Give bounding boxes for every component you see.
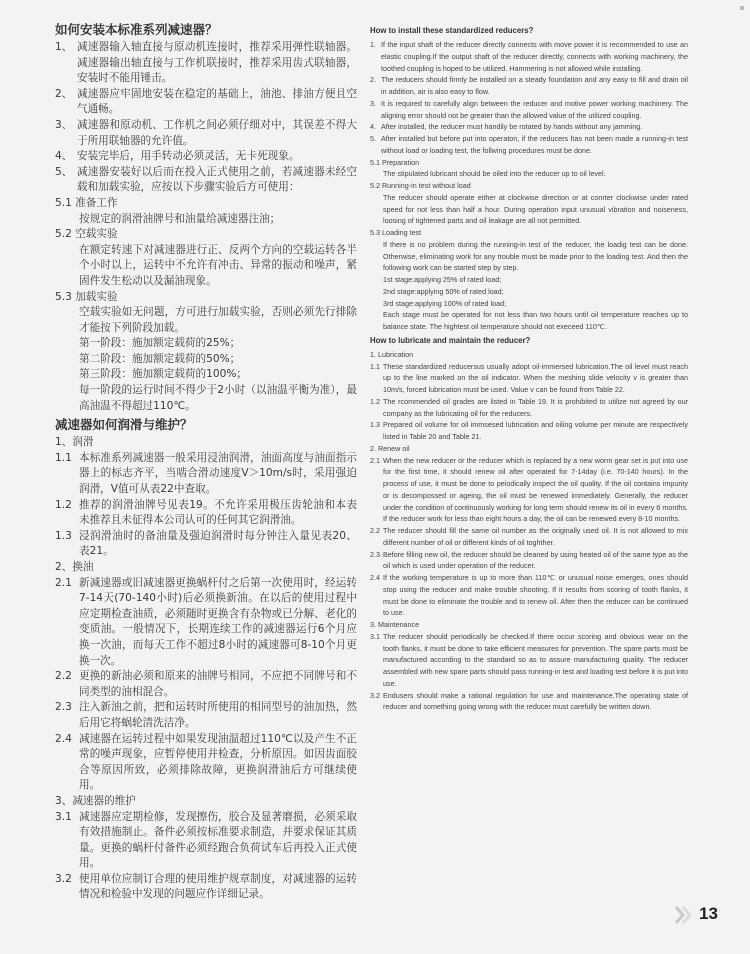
paragraph: The stipulated lubricant should be oiled into the reducer up to oil level. [383, 169, 606, 179]
list-item: 2.3 Before filling new oil, the reducer should be cleaned by using heated oil of the same type as the oil which is used under operation of the reducer. [370, 549, 688, 571]
list-item: 5. After installed but before put into operaton, if the reducers has not been made a running-in test without load or loading test, the follwing procedures must be done. [370, 134, 688, 155]
section-heading: 2. Renew oil [370, 443, 410, 453]
list-item: 2.1 When the new reducer or the reducer which is replaced by a new worm gear set is put into use for the first time, it should renew oil after operated for 7-14day (i.e. 70-140 hours). In the process of use, it must be done to peiodically inspect the oil quality. If the oil contains impurity or is decompossed or ageing, the oil must be renewed immediately. Generally, the reducer under the condition of continuously working for long term should renew its oil in every 6 months. If the reducer work for less than eight hours a day, the oil can be renewed every 8-10 months. [370, 455, 688, 524]
paragraph: 空载实验如无问题，方可进行加载实验，否则必须先行排除才能按下列阶段加载。 [79, 306, 357, 334]
list-item: 1. If the input shaft of the reducer directly connects with move power it is recommended to use an elastic coupling.If the output shaft of the reducer directly, connects with working machinery, the toothed coupling is hoped to be utilized. Hammering is not allowed while installing. [370, 40, 688, 73]
chinese-column [55, 18, 357, 903]
list-item: 2.1 新减速器或旧减速器更换蜗杆付之后第一次使用时，经运转7-14天(70-140小时)后必须换新油。在以后的使用过程中应定期检查油质，必须随时更换含有杂物或已分解、老化的变质油。一般情况下，长期连续工作的减速器运行6个月应换一次油，而每天工作不超过8小时的减速器可8-10个月更换一次。 [55, 576, 357, 667]
list-item: 1.3 浸润滑油时的备油量及强迫润滑时每分钟注入量见表20、表21。 [55, 529, 357, 558]
stage-line: 第三阶段：施加额定载荷的100%； [79, 368, 248, 381]
list-item: 3.2 使用单位应制订合理的使用维护规章制度，对减速器的运转情况和检验中发现的问题应作详细记录。 [55, 872, 357, 901]
paragraph: 按规定的润滑油牌号和油量给减速器注油； [79, 212, 281, 225]
section-heading: 1. Lubrication [370, 349, 414, 359]
stage-line: 第二阶段：施加额定载荷的50%； [79, 352, 241, 365]
paragraph: 每一阶段的运行时间不得少于2小时（以油温平衡为准），最高油温不得超过110℃。 [79, 384, 357, 412]
section-heading: 3、减速器的维护 [55, 794, 136, 807]
section-heading: 5.1 准备工作 [55, 196, 118, 209]
list-item: 2. The reducers should firmly be installed on a steady foundation and any easy to fill and drain oil in addition, air is also easy to flow. [370, 75, 688, 96]
page-number: 13 [699, 904, 718, 923]
stage-line: 3rd stage:applying 100% of rated load; [383, 298, 507, 308]
list-item: 4、 安装完毕后，用手转动必须灵活，无卡死现象。 [55, 150, 300, 163]
section-heading: 5.2 空载实验 [55, 228, 118, 241]
list-item: 3. It is required to carefully align between the reducer and motive power working machinery. The aligning error should not be greater than the allowed value of the utilized coupling. [370, 98, 688, 120]
section-heading: 5.2 Running-in test without load [370, 181, 471, 190]
list-item: 1.2 推荐的润滑油牌号见表19。不允许采用极压齿轮油和本表未推荐且未征得本公司认可的任何其它润滑油。 [55, 498, 357, 527]
list-item: 5、 减速器安装好以后而在投入正式使用之前，若减速器未经空载和加载实验，应按以下步骤实验后方可使用： [55, 165, 357, 194]
stage-line: 1st stage:applying 25% of rated load; [383, 275, 502, 284]
list-item: 1、 减速器输入轴直接与原动机连接时，推荐采用弹性联轴器。减速器输出轴直接与工作机联接时，推荐采用齿式联轴器，安装时不能用锤击。 [55, 41, 357, 85]
chevron-right-icon [674, 905, 692, 925]
section-heading: 5.1 Preparation [370, 157, 420, 167]
list-item: 1.3 Prepared oil volume for oil immsesed lubrication and oiling volume per minute are respectively listed in Table 20 and Table 21. [370, 420, 688, 441]
install-title-en: How to install these standardized reducers? [370, 26, 534, 35]
list-item: 2、 减速器应牢固地安装在稳定的基础上，油池、排油方便且空气通畅。 [55, 87, 357, 116]
corner-mark [740, 6, 744, 10]
list-item: 1.1 These standardized reducersus usually adopt oil-immersed lubrication.The oil level must reach up to the line marked on the oil indicator. When the meshing slide velocity v is greater than 10m/s, forced lubrication must be used. Value v can be found from Table 22. [370, 361, 688, 394]
section-heading: 3. Maintenance [370, 620, 420, 629]
paragraph: 在额定转速下对减速器进行正、反两个方向的空载运转各半个小时以上，运转中不允许有冲击、异常的振动和噪声，紧固件发生松动以及漏油现象。 [79, 243, 357, 287]
install-title-cn: 如何安装本标准系列减速器？ [55, 22, 218, 37]
list-item: 3.2 Endusers should make a rational regulation for use and maintenance.The operating state of reducer and something going wrong with the reducer must carefully be written down. [370, 690, 688, 712]
list-item: 1.1 本标准系列减速器一般采用浸油润滑，油面高度与油面指示器上的标志齐平，当啮合滑动速度V＞10m/s时，采用强迫润滑，V值可从表22中查取。 [55, 451, 357, 496]
paragraph: If there is no problem during the running-in test of the reducer, the loadig test can be done. Otherwise, eliminating work for any trouble must be made prior to the loading test. And then the following work can be started step by step. [383, 239, 688, 273]
lubricate-title-en: How to lubricate and maintain the reducer? [370, 335, 531, 345]
list-item: 2.2 更换的新油必须和原来的油牌号相同，不应把不同牌号和不同类型的油相混合。 [55, 670, 357, 698]
list-item: 2.3 注入新油之前，把和运转时所使用的相同型号的油加热，然后用它将蜗轮清洗洁净。 [55, 701, 357, 729]
section-heading: 5.3 加载实验 [55, 290, 118, 303]
english-column [370, 24, 688, 713]
section-heading: 5.3 Loading test [370, 228, 422, 237]
section-heading: 1、润滑 [55, 436, 94, 449]
section-heading: 2、换油 [55, 561, 94, 573]
list-item: 2.4 减速器在运转过程中如果发现油温超过110℃以及产生不正常的噪声现象，应暂停使用并检查，分析原因。如因齿面胶合等原因所致，必须排除故障，更换润滑油后方可继续使用。 [55, 732, 357, 792]
list-item: 1.2 The rcommended oil grades are listed in Table 19. It is prohibited to utilize not agreed by our company as the lubricating oil for the reducers. [370, 396, 688, 418]
list-item: 3、 减速器和原动机、工作机之间必须仔细对中，其误差不得大于所用联轴器的允许值。 [55, 118, 357, 147]
list-item: 3.1 减速器应定期检修，发现擦伤，胶合及显著磨损，必须采取有效措施制止。备件必须按标准要求制造，并要求保证其质量。更换的蜗杆付备件必须经跑合负荷试车后再投入正式使用。 [55, 810, 357, 870]
paragraph: The reducer should operate either at clockwise direction or at conrter clockwise under rated speed for not less than half a hour. During operation input unusual vibration and noiseness, loosing of tightened parts and oil leakage are all not permitted. [383, 192, 688, 226]
lubricate-title-cn: 减速器如何润滑与维护？ [55, 417, 193, 433]
list-item: 3.1 The reducer should periodically be checked.If there occur scoring and obvious wear on the tooth flanks, it must be done to take efficient measures for prevention. The spare parts must be manufactured according to the standard so as to assure manufacturing quality. The reducer assembled with new spare parts should pass running-in test and loading test before it is put into use. [370, 631, 688, 688]
stage-line: 2nd stage:applying 50% of rated load; [383, 286, 504, 296]
list-item: 4. After installed, the reducer must handily be rotated by hands without any jamming. [370, 122, 643, 132]
paragraph: Each stage must be operated for not less than two hours until oil temperature reaches up to balance state. The hightest oil temperature should not execeed 110℃. [383, 310, 688, 331]
list-item: 2.4 If the working temperature is up to more than 110℃ or unusual noise emerges, ones should stop using the reducer and make trouble shooting. If it results from scoring of tooth flanks, it must be done to eliminate the trouble and to renew oil. After then the reducer can be continued to use. [370, 573, 688, 618]
list-item: 2.2 The reducer should fill the same oil number as the originally used oil. It is not allowed to mix different number of oil or different kinds of oil toghther. [370, 526, 688, 547]
stage-line: 第一阶段：施加额定载荷的25%； [79, 337, 241, 350]
